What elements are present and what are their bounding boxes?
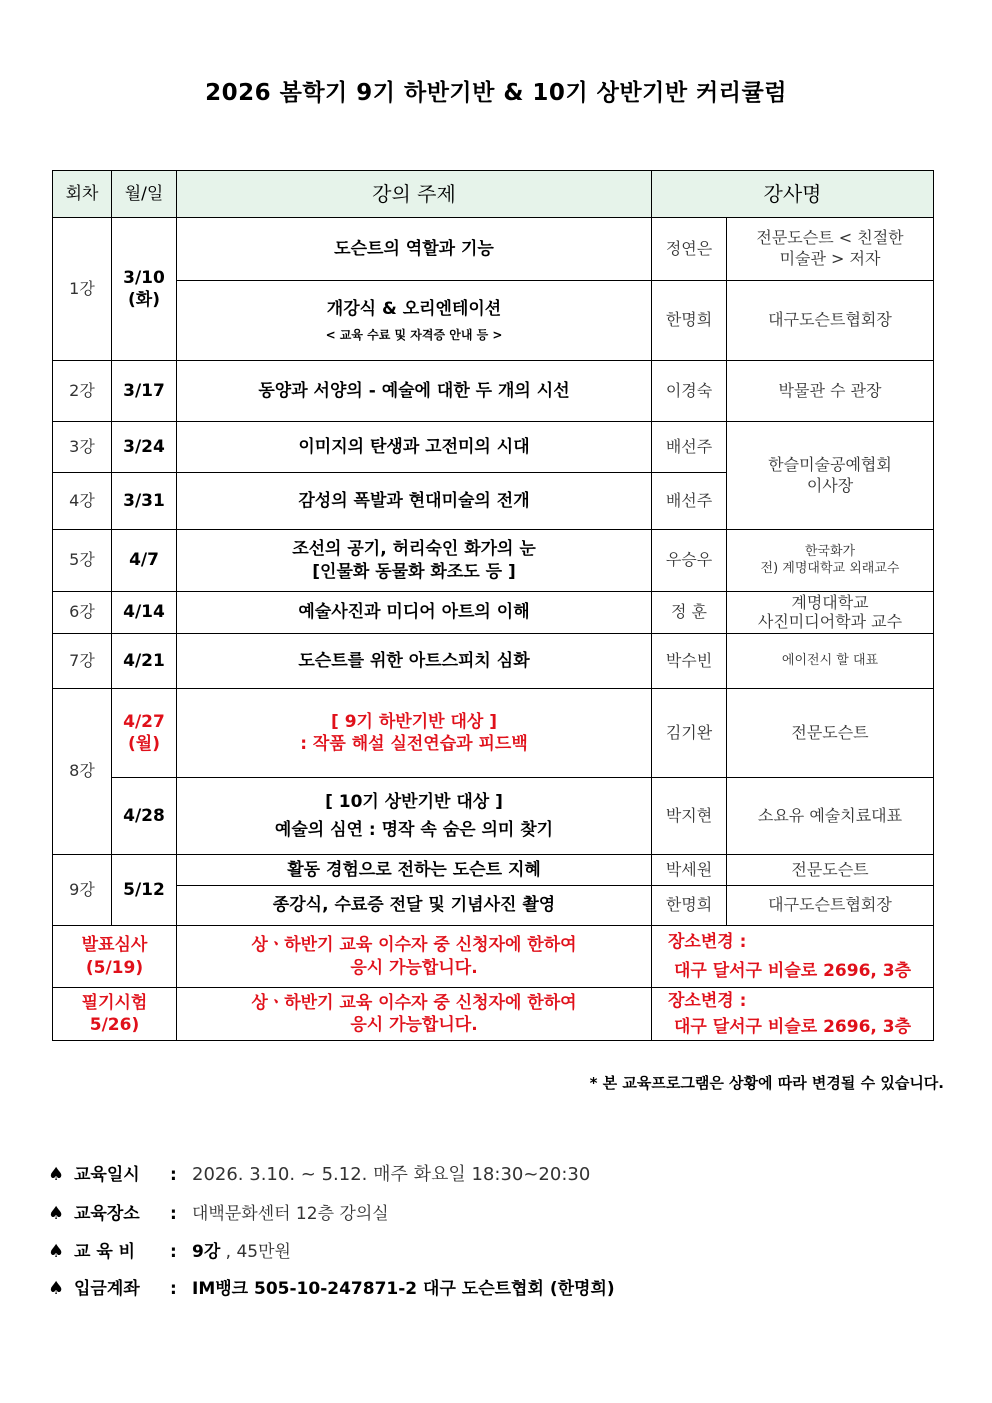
session-date (112, 689, 177, 778)
session-date (112, 218, 177, 361)
session-date: 3/31 (112, 473, 177, 530)
table-row (53, 530, 934, 592)
session-date: 5/12 (112, 855, 177, 926)
topic-line: 조선의 공기, 허리숙인 화가의 눈 (292, 539, 536, 560)
lecturer-title: 소요유 예술치료대표 (727, 778, 934, 855)
table-row (53, 422, 934, 473)
lecturer-title-line: 계명대학교 (791, 593, 869, 613)
lecturer-title-line: 전문도슨트 < 친절한 (756, 228, 904, 248)
table-row (53, 778, 934, 855)
lecture-topic: 종강식, 수료증 전달 및 기념사진 촬영 (177, 886, 652, 926)
table-row (53, 592, 934, 634)
session-date: 4/21 (112, 634, 177, 689)
date-text: 4/27 (123, 711, 165, 732)
exam-label-line: 필기시험 (81, 992, 148, 1013)
lecturer-title: 박물관 수 관장 (727, 361, 934, 422)
info-value: , 45만원 (220, 1242, 291, 1262)
exam-location-address: 대구 달서구 비슬로 2696, 3층 (673, 960, 912, 981)
table-row (53, 218, 934, 281)
topic-line: [인물화 동물화 화조도 등 ] (312, 561, 516, 582)
exam-location-label: 장소변경 : (668, 990, 747, 1011)
info-value: 대백문화센터 12층 강의실 (192, 1204, 389, 1224)
table-row (53, 855, 934, 886)
header-topic: 강의 주제 (177, 171, 652, 218)
lecturer-name: 박지현 (652, 778, 727, 855)
spade-icon: ♠ (48, 1241, 65, 1262)
info-colon: : (170, 1242, 177, 1262)
lecture-topic (177, 778, 652, 855)
info-line-account (48, 1274, 615, 1299)
header-no: 회차 (53, 171, 112, 218)
change-notice: * 본 교육프로그램은 상황에 따라 변경될 수 있습니다. (589, 1074, 944, 1092)
date-text: 3/10 (123, 267, 165, 288)
topic-line: [ 10기 상반기반 대상 ] (325, 791, 503, 812)
info-value: 2026. 3.10. ~ 5.12. 매주 화요일 18:30~20:30 (192, 1164, 591, 1185)
session-number: 6강 (53, 592, 112, 634)
exam-description-line: 상ㆍ하반기 교육 이수자 중 신청자에 한하여 (251, 935, 577, 956)
session-date: 4/14 (112, 592, 177, 634)
header-lecturer: 강사명 (652, 171, 934, 218)
exam-location-label: 장소변경 : (668, 932, 747, 953)
lecturer-name: 김기완 (652, 689, 727, 778)
exam-label-line: 발표심사 (81, 935, 148, 956)
info-value-bold: IM뱅크 505-10-247871-2 대구 도슨트협회 (한명희) (192, 1279, 615, 1299)
lecture-topic: 이미지의 탄생과 고전미의 시대 (177, 422, 652, 473)
info-line-location (48, 1199, 389, 1224)
info-line-schedule (48, 1160, 590, 1186)
session-date: 3/24 (112, 422, 177, 473)
exam-location (652, 988, 934, 1041)
info-value-bold: 9강 (192, 1242, 221, 1262)
lecturer-title-line: 한국화가 (804, 543, 856, 559)
table-row (53, 634, 934, 689)
exam-location-address: 대구 달서구 비슬로 2696, 3층 (673, 1017, 912, 1037)
lecture-topic (177, 689, 652, 778)
topic-subtext: < 교육 수료 및 자격증 안내 등 > (325, 327, 503, 342)
info-label: 교육장소 (74, 1204, 140, 1224)
lecturer-name: 한명희 (652, 281, 727, 361)
lecturer-title (727, 530, 934, 592)
exam-label-line: 5/26) (89, 1015, 140, 1035)
lecturer-title (727, 422, 934, 530)
table-header-row (53, 171, 934, 218)
lecture-topic: 도슨트를 위한 아트스피치 심화 (177, 634, 652, 689)
lecturer-name: 이경숙 (652, 361, 727, 422)
session-number: 3강 (53, 422, 112, 473)
exam-label (53, 926, 177, 988)
lecturer-title: 에이전시 할 대표 (727, 634, 934, 689)
lecturer-name: 정연은 (652, 218, 727, 281)
exam-description-line: 상ㆍ하반기 교육 이수자 중 신청자에 한하여 (251, 992, 577, 1013)
lecturer-name: 배선주 (652, 473, 727, 530)
lecturer-title: 대구도슨트협회장 (727, 281, 934, 361)
exam-description (177, 926, 652, 988)
lecture-topic: 도슨트의 역할과 기능 (177, 218, 652, 281)
info-colon: : (170, 1279, 177, 1299)
session-number: 4강 (53, 473, 112, 530)
session-date: 3/17 (112, 361, 177, 422)
exam-row (53, 988, 934, 1041)
topic-line: 개강식 & 오리엔테이션 (326, 298, 502, 319)
exam-description-line: 응시 가능합니다. (350, 957, 478, 978)
lecturer-title-line: 미술관 > 저자 (779, 249, 881, 268)
session-number: 1강 (53, 218, 112, 361)
spade-icon: ♠ (48, 1203, 65, 1224)
info-colon: : (170, 1204, 177, 1224)
lecture-topic (177, 281, 652, 361)
exam-label (53, 988, 177, 1041)
curriculum-table (52, 170, 934, 1041)
session-number: 7강 (53, 634, 112, 689)
exam-location (652, 926, 934, 988)
exam-row (53, 926, 934, 988)
session-number: 5강 (53, 530, 112, 592)
info-label: 교육일시 (74, 1165, 140, 1185)
lecturer-title-line: 이사장 (806, 475, 854, 495)
info-label: 입금계좌 (74, 1279, 140, 1299)
weekday-text: (월) (128, 734, 160, 754)
session-date: 4/7 (112, 530, 177, 592)
info-label: 교 육 비 (74, 1242, 136, 1262)
lecturer-title-line: 사진미디어학과 교수 (757, 611, 903, 631)
lecturer-title: 대구도슨트협회장 (727, 886, 934, 926)
lecturer-name: 우승우 (652, 530, 727, 592)
session-number: 2강 (53, 361, 112, 422)
lecturer-name: 한명희 (652, 886, 727, 926)
exam-label-line: (5/19) (85, 957, 144, 978)
weekday-text: (화) (128, 290, 160, 310)
lecturer-title: 전문도슨트 (727, 689, 934, 778)
lecture-topic: 활동 경험으로 전하는 도슨트 지혜 (177, 855, 652, 886)
lecture-topic: 예술사진과 미디어 아트의 이해 (177, 592, 652, 634)
lecturer-name: 배선주 (652, 422, 727, 473)
lecture-topic: 감성의 폭발과 현대미술의 전개 (177, 473, 652, 530)
session-number: 9강 (53, 855, 112, 926)
lecturer-title: 전문도슨트 (727, 855, 934, 886)
session-date: 4/28 (112, 778, 177, 855)
spade-icon: ♠ (48, 1164, 65, 1185)
lecturer-name: 박수빈 (652, 634, 727, 689)
topic-line: [ 9기 하반기반 대상 ] (331, 711, 497, 732)
lecturer-name: 정 훈 (652, 592, 727, 634)
session-number: 8강 (53, 689, 112, 855)
lecturer-title-line: 전) 계명대학교 외래교수 (760, 560, 900, 576)
info-colon: : (170, 1165, 177, 1185)
spade-icon: ♠ (48, 1278, 65, 1299)
table-row (53, 689, 934, 778)
lecturer-name: 박세원 (652, 855, 727, 886)
lecture-topic (177, 530, 652, 592)
topic-line: 예술의 심연 : 명작 속 숨은 의미 찾기 (274, 820, 554, 840)
table-row (53, 281, 934, 361)
lecturer-title (727, 592, 934, 634)
lecturer-title-line: 한슬미술공예협회 (768, 454, 892, 474)
lecture-topic: 동양과 서양의 - 예술에 대한 두 개의 시선 (177, 361, 652, 422)
table-row (53, 886, 934, 926)
info-line-fee (48, 1237, 291, 1262)
topic-line: : 작품 해설 실전연습과 피드백 (300, 734, 528, 754)
exam-description-line: 응시 가능합니다. (350, 1015, 478, 1035)
exam-description (177, 988, 652, 1041)
page-title: 2026 봄학기 9기 하반기반 & 10기 상반기반 커리큘럼 (205, 80, 787, 106)
table-row (53, 361, 934, 422)
header-date: 월/일 (112, 171, 177, 218)
lecturer-title (727, 218, 934, 281)
